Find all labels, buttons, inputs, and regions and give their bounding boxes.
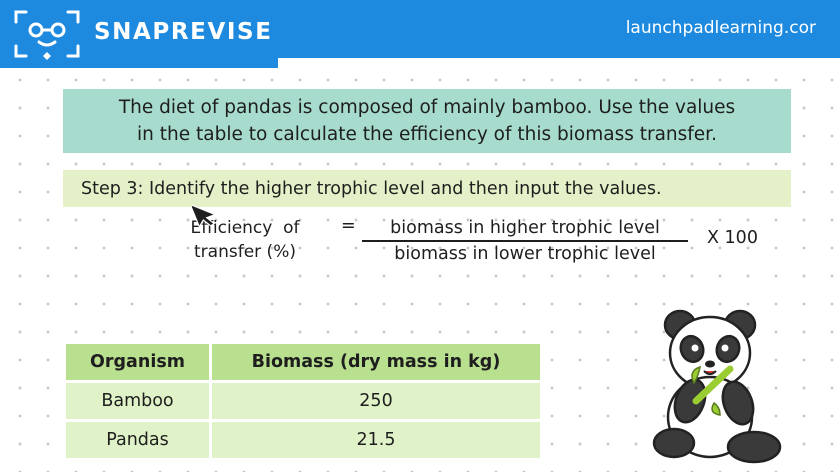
question-box: [63, 89, 791, 153]
snaprevise-logo-icon: [12, 8, 82, 64]
question-line-1: The diet of pandas is composed of mainly bamboo. Use the values: [118, 97, 736, 118]
table-cell-organism: Bamboo: [66, 383, 209, 419]
formula-denominator: biomass in lower trophic level: [394, 244, 656, 264]
table-row: [66, 422, 540, 458]
table-header-row: [66, 344, 540, 380]
question-line-2: in the table to calculate the efficiency of this biomass transfer.: [137, 124, 717, 145]
equals-sign: =: [341, 216, 356, 236]
step-instruction: [63, 170, 791, 207]
panda-illustration: [648, 305, 798, 465]
table-cell-biomass: 21.5: [212, 422, 540, 458]
formula-label-line-1: Efficiency of: [190, 218, 300, 238]
table-row: [66, 383, 540, 419]
biomass-table: [63, 341, 543, 461]
formula-label: [160, 216, 330, 264]
table-cell-biomass: 250: [212, 383, 540, 419]
formula-multiplier: X 100: [707, 228, 758, 248]
formula-label-line-2: transfer (%): [194, 242, 296, 262]
formula-fraction: [358, 216, 692, 266]
table-header-biomass: Biomass (dry mass in kg): [212, 344, 540, 380]
table-header-organism: Organism: [66, 344, 209, 380]
pointer-cursor-icon: [192, 198, 218, 228]
brand-title[interactable]: SNAPREVISE: [94, 19, 273, 45]
formula-numerator: biomass in higher trophic level: [390, 218, 660, 238]
table-cell-organism: Pandas: [66, 422, 209, 458]
step-text: Step 3: Identify the higher trophic level and then input the values.: [81, 178, 662, 199]
site-url[interactable]: launchpadlearning.cor: [625, 18, 816, 38]
